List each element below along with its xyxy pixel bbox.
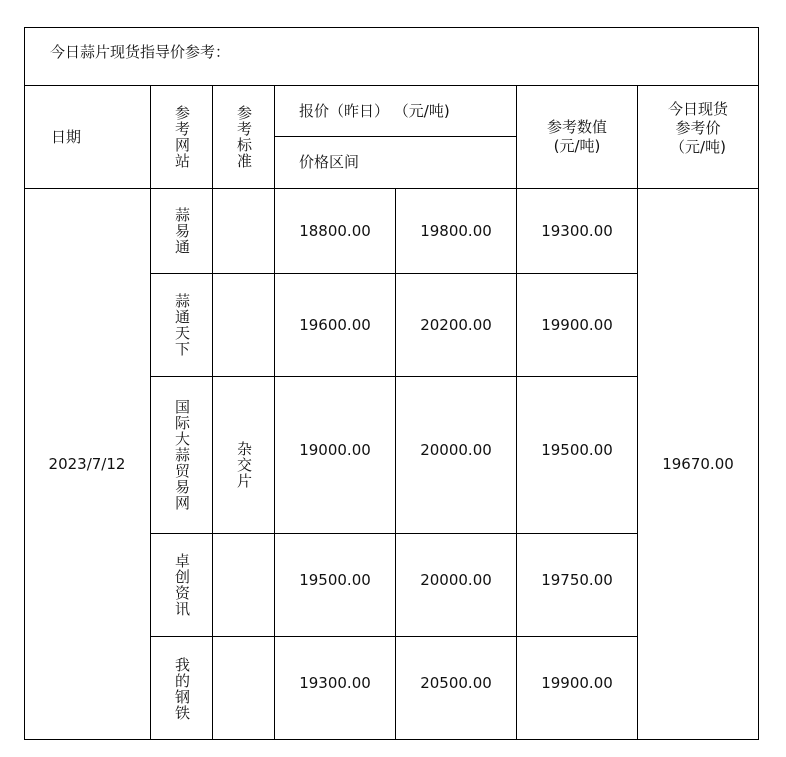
date-cell: 2023/7/12 — [48, 455, 126, 473]
low-price-cell: 19500.00 — [299, 570, 371, 589]
site-cell: 卓创资讯 — [173, 553, 191, 617]
high-price-cell: 20000.00 — [420, 440, 492, 459]
site-cell: 国际大蒜贸易网 — [173, 399, 191, 511]
site-cell: 蒜通天下 — [173, 293, 191, 357]
site-cell: 蒜易通 — [173, 207, 191, 255]
ref-value-cell: 19900.00 — [541, 315, 613, 334]
high-price-cell: 19800.00 — [420, 221, 492, 240]
today-price-cell: 19670.00 — [662, 455, 734, 473]
header-quote: 报价（昨日） （元/吨) — [299, 101, 450, 120]
ref-value-cell: 19500.00 — [541, 440, 613, 459]
ref-value-cell: 19300.00 — [541, 221, 613, 240]
site-cell: 我的钢铁 — [173, 656, 191, 721]
header-today-price: 今日现货 参考价 （元/吨) — [667, 100, 728, 156]
header-site: 参考网站 — [173, 105, 191, 169]
high-price-cell: 20200.00 — [420, 315, 492, 334]
high-price-cell: 20500.00 — [420, 674, 492, 692]
header-ref-value: 参考数值 (元/吨) — [546, 118, 607, 155]
header-range: 价格区间 — [299, 153, 360, 171]
high-price-cell: 20000.00 — [420, 570, 492, 589]
low-price-cell: 19000.00 — [299, 440, 371, 459]
header-standard: 参考标准 — [235, 105, 253, 169]
low-price-cell: 19600.00 — [299, 315, 371, 334]
ref-value-cell: 19750.00 — [541, 570, 613, 589]
low-price-cell: 19300.00 — [299, 674, 371, 692]
standard-cell: 杂交片 — [235, 440, 253, 489]
ref-value-cell: 19900.00 — [541, 674, 613, 692]
low-price-cell: 18800.00 — [299, 221, 371, 240]
table-title: 今日蒜片现货指导价参考： — [50, 43, 231, 61]
header-date: 日期 — [50, 127, 81, 146]
